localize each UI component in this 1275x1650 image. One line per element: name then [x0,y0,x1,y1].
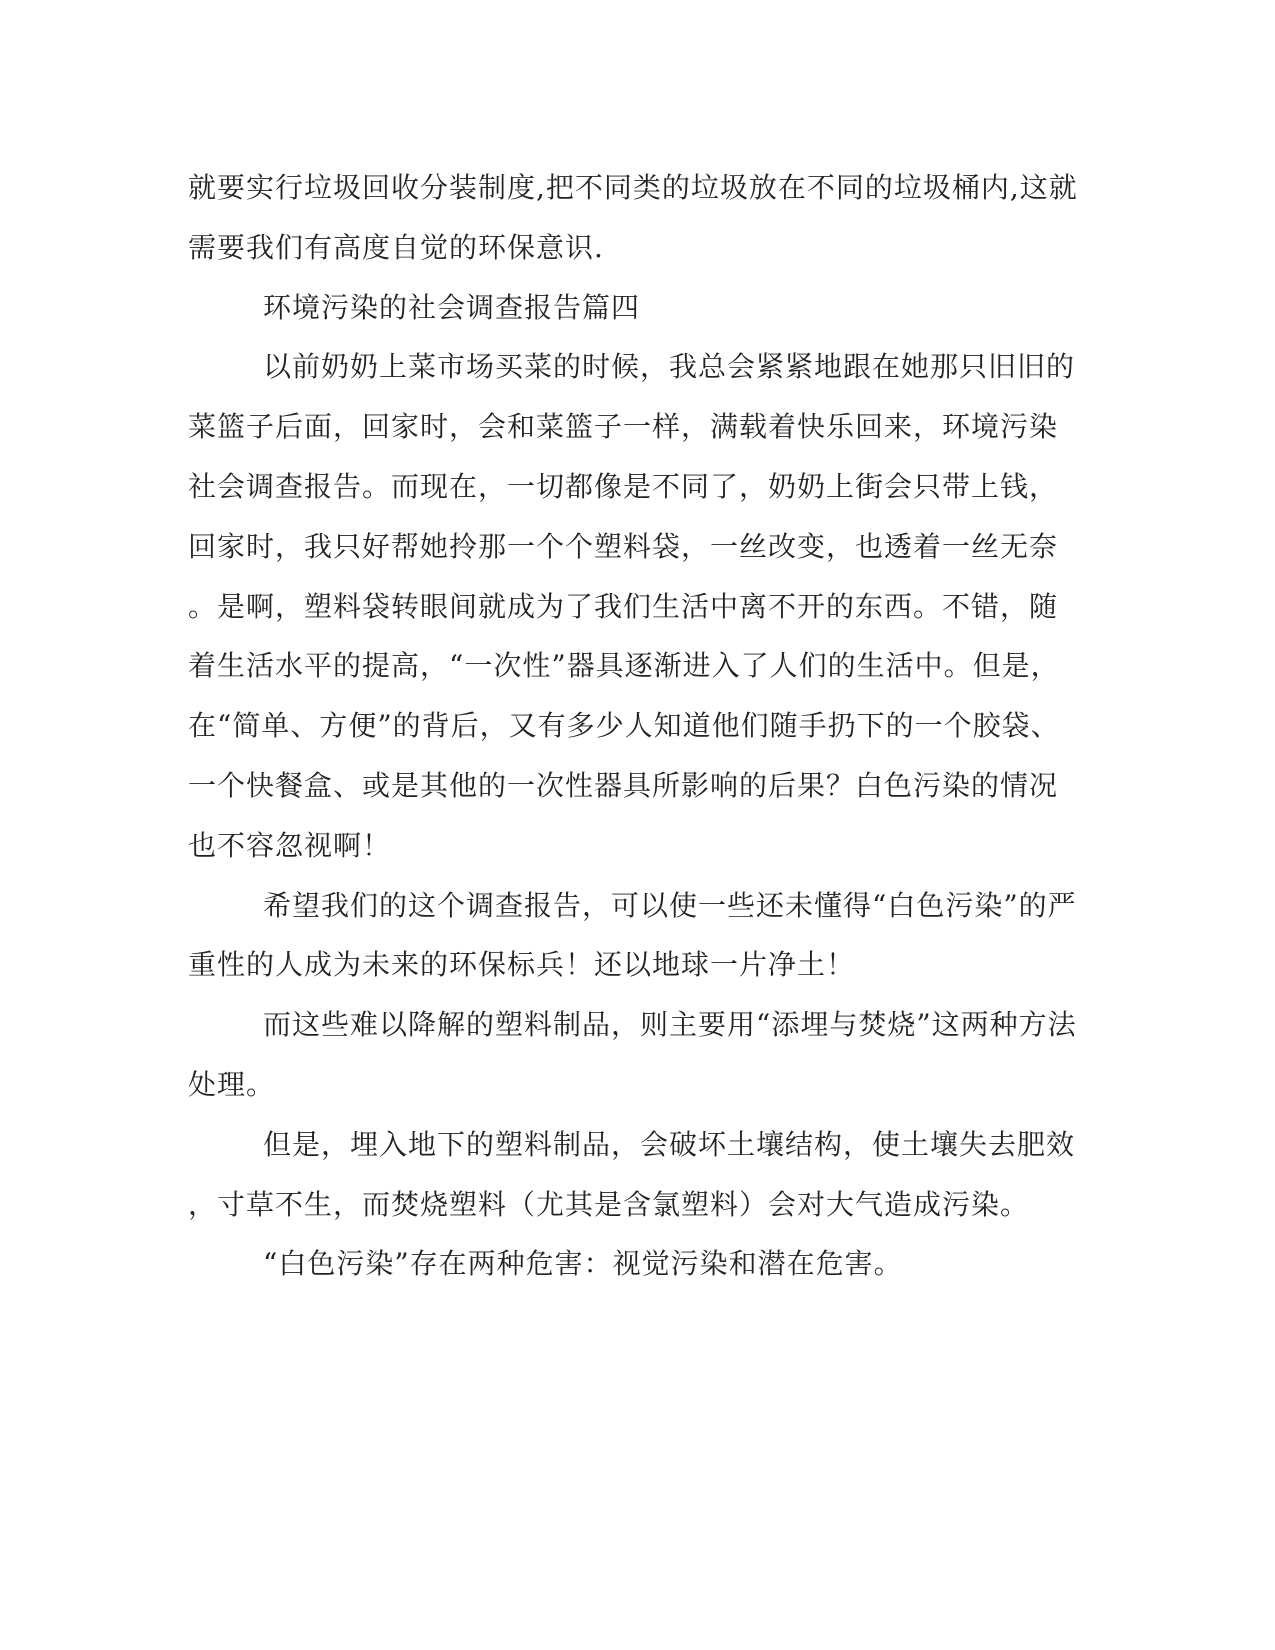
text-line: 重性的人成为未来的环保标兵！还以地球一片净土！ [188,948,856,982]
text-line: 需要我们有高度自觉的环保意识. [188,230,604,264]
text-line: 而这些难以降解的塑料制品，则主要用“添埋与焚烧”这两种方法 [263,1008,1077,1042]
text-line: 就要实行垃圾回收分装制度,把不同类的垃圾放在不同的垃圾桶内,这就 [188,171,1078,204]
text-line: 一个快餐盒、或是其他的一次性器具所影响的后果？白色污染的情况 [188,768,1059,802]
text-line: 回家时，我只好帮她拎那一个个塑料袋，一丝改变，也透着一丝无奈 [188,529,1059,563]
text-line: 环境污染的社会调查报告篇四 [263,290,641,324]
text-line: 在“简单、方便”的背后，又有多少人知道他们随手扔下的一个胶袋、 [188,709,1060,743]
text-line: “白色污染”存在两种危害：视觉污染和潜在危害。 [263,1247,903,1281]
text-line: 希望我们的这个调查报告，可以使一些还未懂得“白色污染”的严 [263,888,1077,922]
document-body [188,158,1078,1294]
text-line: 着生活水平的提高，“一次性”器具逐渐进入了人们的生活中。但是， [188,649,1060,683]
text-line: 处理。 [188,1067,276,1101]
text-line: 也不容忽视啊！ [188,828,392,862]
text-line: ，寸草不生，而焚烧塑料（尤其是含氯塑料）会对大气造成污染。 [188,1187,1030,1221]
text-line: 菜篮子后面，回家时，会和菜篮子一样，满载着快乐回来，环境污染 [188,410,1059,444]
text-line: 社会调查报告。而现在，一切都像是不同了，奶奶上街会只带上钱， [188,469,1059,503]
text-line: 但是，埋入地下的塑料制品，会破坏土壤结构，使土壤失去肥效 [263,1127,1076,1161]
text-line: 以前奶奶上菜市场买菜的时候，我总会紧紧地跟在她那只旧旧的 [263,350,1076,384]
text-line: 。是啊，塑料袋转眼间就成为了我们生活中离不开的东西。不错，随 [188,589,1059,623]
